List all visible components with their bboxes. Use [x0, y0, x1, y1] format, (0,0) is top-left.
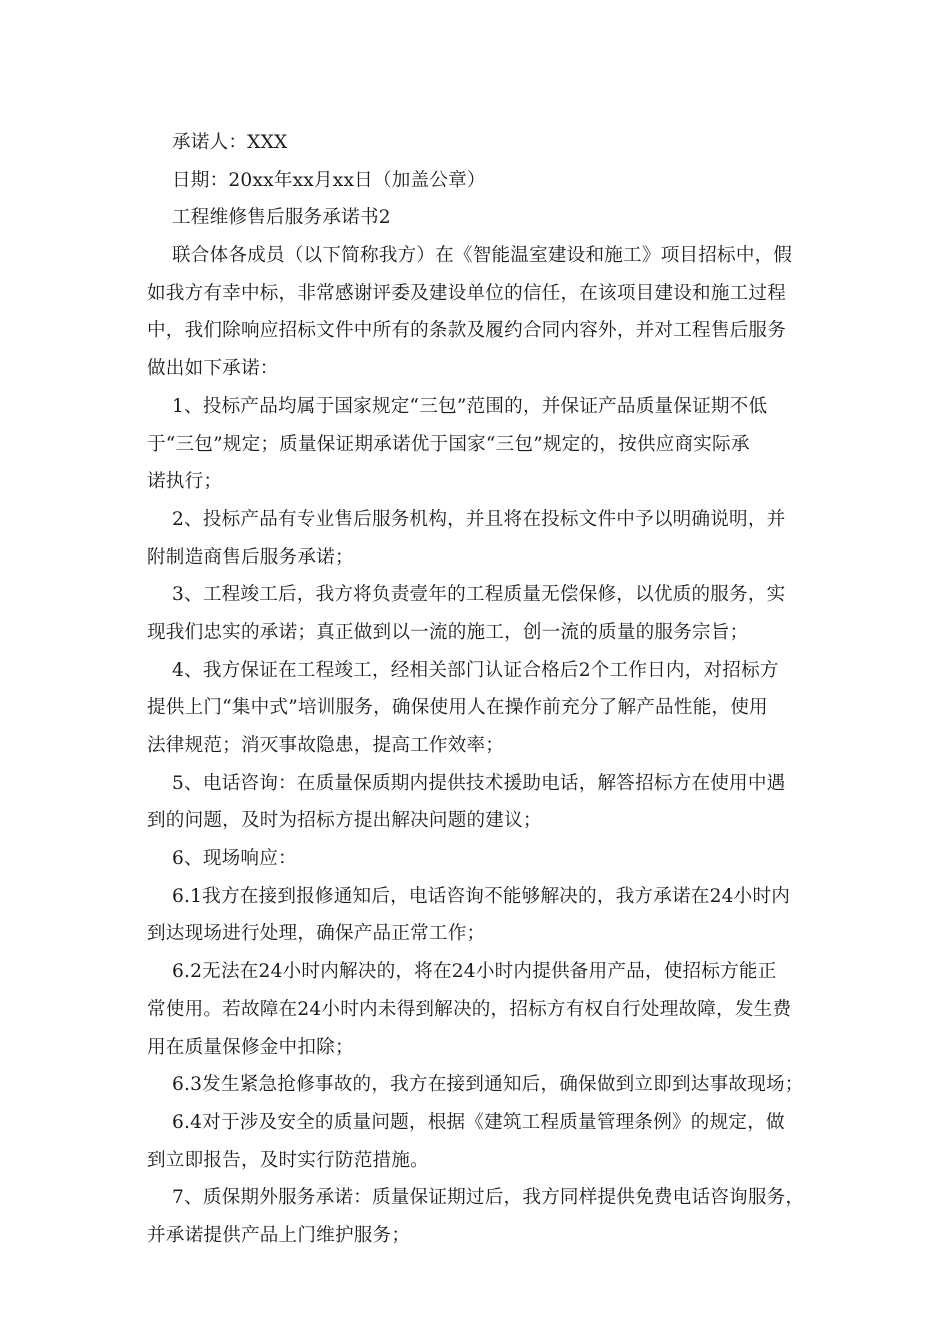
- commitment-item-6-3: [147, 1066, 803, 1104]
- text-line: 4、我方保证在工程竣工，经相关部门认证合格后2个工作日内，对招标方: [172, 659, 779, 681]
- commitment-item-7: [147, 1179, 803, 1254]
- text-line: 做出如下承诺：: [147, 358, 279, 380]
- commitment-item-3: [147, 576, 803, 651]
- text-line: 法律规范；消灭事故隐患，提高工作效率；: [147, 735, 505, 756]
- text-line: 并承诺提供产品上门维护服务；: [147, 1224, 411, 1246]
- commitment-item-4: [147, 652, 803, 765]
- commitment-item-6-2: [147, 953, 803, 1066]
- document-page: [147, 124, 803, 1255]
- text-line: 提供上门“集中式”培训服务，确保使用人在操作前充分了解产品性能，使用: [147, 697, 768, 719]
- intro-paragraph: [147, 237, 803, 388]
- text-line: 3、工程竣工后，我方将负责壹年的工程质量无偿保修，以优质的服务，实: [172, 584, 786, 606]
- text-line: 6.1我方在接到报修通知后，电话咨询不能够解决的，我方承诺在24小时内: [172, 885, 791, 907]
- text-line: 7、质保期外服务承诺：质量保证期过后，我方同样提供免费电话咨询服务，: [172, 1187, 805, 1209]
- date-line: 日期：20xx年xx月xx日（加盖公章）: [172, 169, 486, 191]
- commitment-item-2: [147, 501, 803, 576]
- text-line: 用在质量保修金中扣除；: [147, 1036, 354, 1058]
- text-line: 联合体各成员（以下简称我方）在《智能温室建设和施工》项目招标中，假: [172, 245, 793, 267]
- text-line: 6.3发生紧急抢修事故的，我方在接到通知后，确保做到立即到达事故现场；: [172, 1074, 804, 1096]
- text-line: 中，我们除响应招标文件中所有的条款及履约合同内容外，并对工程售后服务: [147, 320, 786, 342]
- text-line: 于“三包”规定；质量保证期承诺优于国家“三包”规定的，按供应商实际承: [147, 433, 750, 455]
- text-line: 现我们忠实的承诺；真正做到以一流的施工，创一流的质量的服务宗旨；: [147, 621, 749, 643]
- text-line: 6.4对于涉及安全的质量问题，根据《建筑工程质量管理条例》的规定，做: [172, 1111, 785, 1133]
- text-line: 常使用。若故障在24小时内未得到解决的，招标方有权自行处理故障，发生费: [147, 998, 792, 1020]
- commitment-item-5: [147, 765, 803, 840]
- commitment-item-6: [147, 840, 803, 878]
- commitment-item-1: [147, 388, 803, 501]
- text-line: 诺执行；: [147, 471, 223, 493]
- text-line: 到达现场进行处理，确保产品正常工作；: [147, 923, 486, 945]
- text-line: 到的问题，及时为招标方提出解决问题的建议；: [147, 810, 542, 832]
- text-line: 1、投标产品均属于国家规定“三包”范围的，并保证产品质量保证期不低: [172, 395, 768, 417]
- text-line: 附制造商售后服务承诺；: [147, 546, 354, 568]
- text-line: 2、投标产品有专业售后服务机构，并且将在投标文件中予以明确说明，并: [172, 508, 786, 530]
- text-line: 6、现场响应：: [172, 848, 297, 870]
- text-line: 到立即报告，及时实行防范措施。: [147, 1149, 429, 1171]
- text-line: 6.2无法在24小时内解决的，将在24小时内提供备用产品，使招标方能正: [172, 961, 777, 983]
- text-line: 如我方有幸中标，非常感谢评委及建设单位的信任，在该项目建设和施工过程: [147, 282, 786, 304]
- commitment-item-6-1: [147, 878, 803, 953]
- promisor-line: 承诺人：XXX: [172, 132, 288, 153]
- doc-title: 工程维修售后服务承诺书2: [172, 207, 391, 229]
- text-line: 5、电话咨询：在质量保质期内提供技术援助电话，解答招标方在使用中遇: [172, 772, 786, 794]
- commitment-item-6-4: [147, 1104, 803, 1179]
